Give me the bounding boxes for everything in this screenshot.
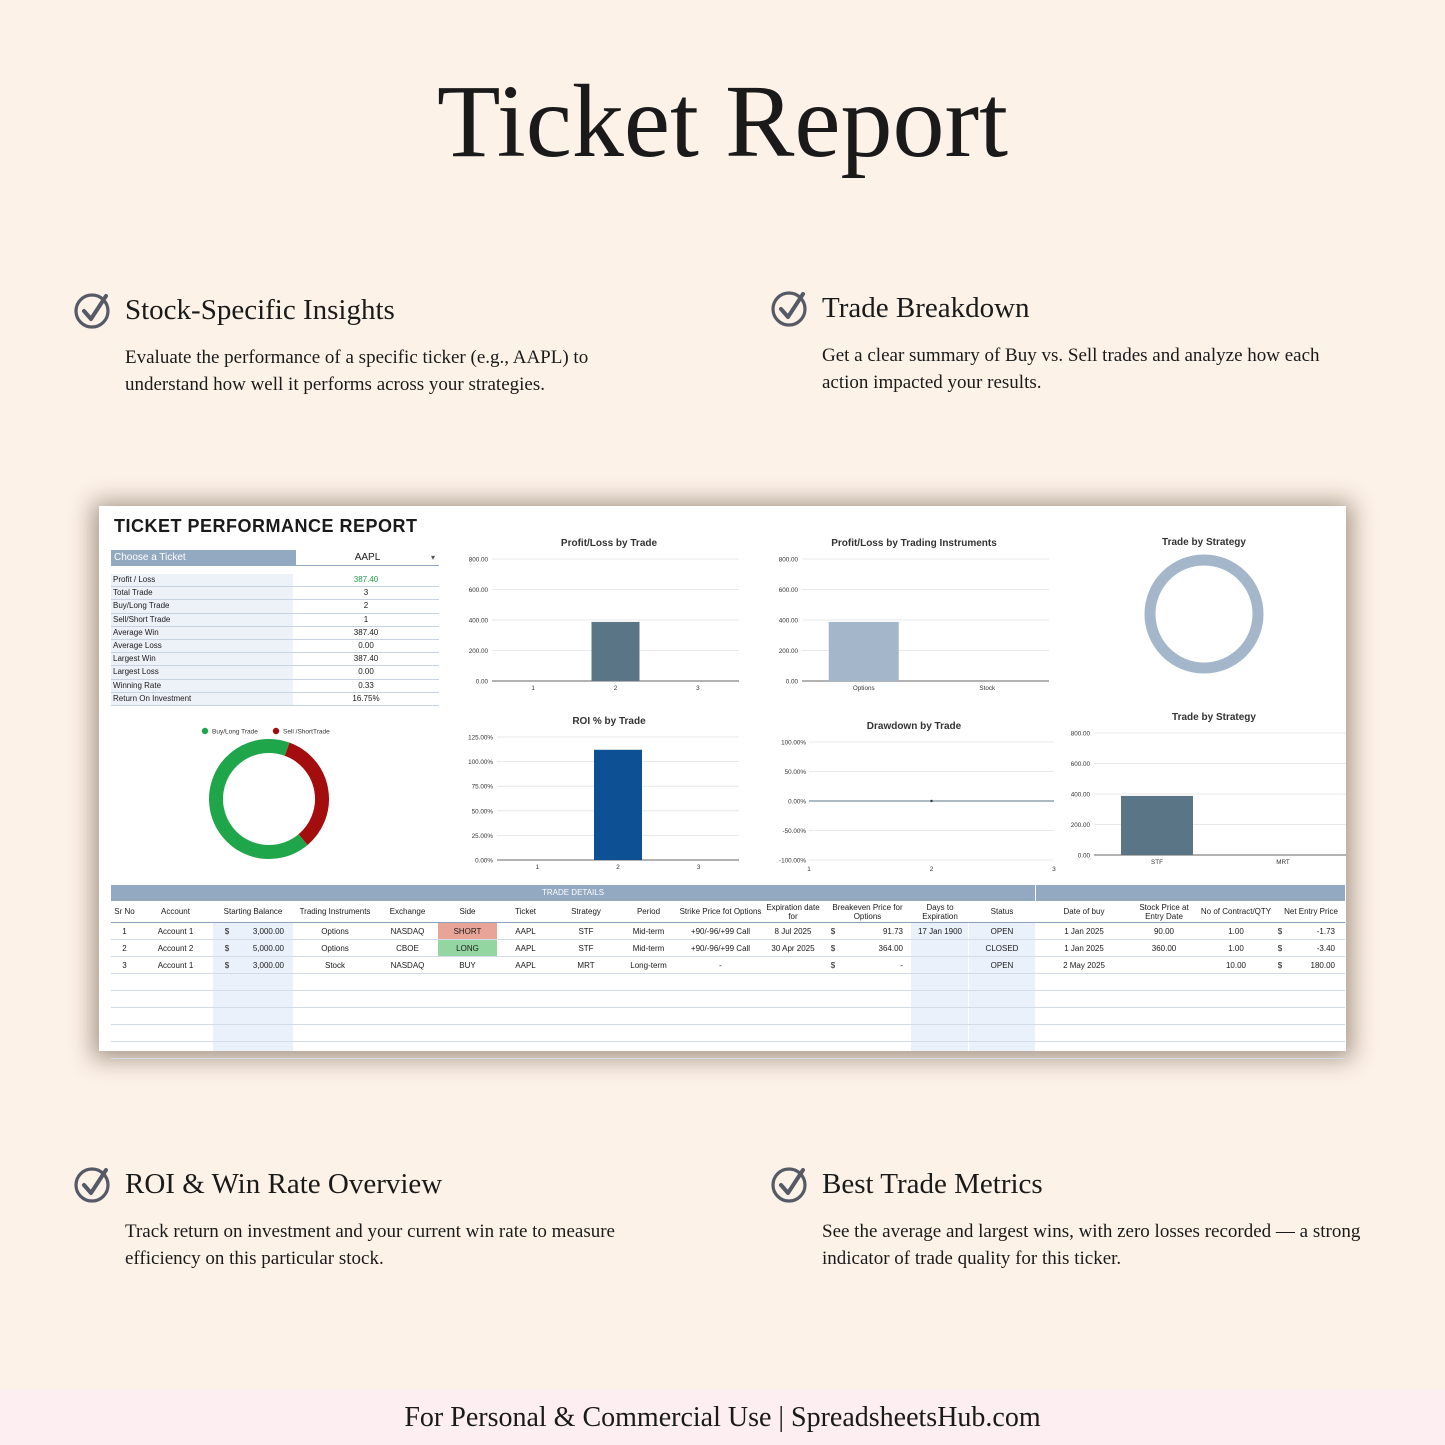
cell-cur: $ (224, 943, 230, 953)
metric-label: Sell/Short Trade (111, 614, 293, 626)
empty-table-row (111, 974, 1345, 991)
feature-title: Stock-Specific Insights (125, 293, 395, 326)
y-tick-label: 125.00% (468, 734, 493, 742)
y-tick-label: 0.00% (475, 857, 493, 865)
cell-days: 17 Jan 1900 (917, 926, 963, 936)
trade-by-strategy-bar-chart (1054, 725, 1349, 875)
legend-swatch (273, 728, 279, 734)
column-header: Trading Instruments (299, 907, 371, 916)
cell-account: Account 2 (157, 943, 194, 953)
feature-roi-win-rate (73, 1164, 673, 1272)
column-header: Starting Balance (223, 907, 283, 916)
cell-instrument: Stock (324, 960, 345, 970)
cell-net: 180.00 (1310, 960, 1335, 970)
feature-description: See the average and largest wins, with zero losses recorded — a strong indicator of trade quality for this ticker. (822, 1221, 1361, 1269)
cell-balance: 3,000.00 (252, 960, 284, 970)
empty-table-row (111, 1025, 1345, 1042)
cell-side: SHORT (438, 923, 497, 939)
column-header: Date of buy (1063, 907, 1105, 916)
donut-slice (1150, 560, 1258, 668)
cell-qty: 1.00 (1228, 926, 1244, 936)
x-tick-label: 3 (696, 685, 700, 692)
cell-balance: 3,000.00 (252, 926, 284, 936)
y-tick-label: 400.00 (468, 617, 488, 625)
footer: For Personal & Commercial Use | SpreadsheetsHub.com (0, 1390, 1445, 1445)
table-row (111, 957, 1345, 974)
y-tick-label: -100.00% (779, 857, 806, 865)
empty-table-row (111, 1042, 1345, 1059)
feature-title: Best Trade Metrics (822, 1167, 1043, 1200)
data-point (930, 800, 932, 802)
column-header: Sr No (114, 907, 135, 916)
cell-ticket: AAPL (515, 943, 536, 953)
cell-net-cur: $ (1277, 943, 1283, 953)
feature-description: Track return on investment and your current win rate to measure efficiency on this particular stock. (125, 1221, 615, 1269)
cell-net-cur: $ (1277, 960, 1283, 970)
metric-row (111, 587, 439, 600)
y-tick-label: 600.00 (1070, 761, 1090, 768)
metric-value: 0.00 (358, 667, 374, 677)
metric-value: 0.00 (358, 640, 374, 650)
cell-strike: +90/-96/+99 Call (690, 926, 751, 936)
report-title: TICKET PERFORMANCE REPORT (114, 516, 418, 536)
y-tick-label: 0.00% (788, 798, 806, 806)
cell-status: OPEN (990, 960, 1014, 970)
column-header: Side (459, 907, 476, 916)
profit-loss-by-instrument-chart (764, 551, 1064, 701)
cell-strategy: MRT (577, 960, 595, 970)
chart-title: Trade by Strategy (1172, 712, 1256, 723)
legend-label: Buy/Long Trade (212, 728, 258, 736)
column-header: Exchange (389, 907, 426, 916)
x-tick-label: 1 (531, 685, 535, 692)
cell-expiration: 30 Apr 2025 (771, 943, 815, 953)
cell-side: BUY (459, 960, 476, 970)
metric-value: 387.40 (353, 627, 379, 637)
feature-trade-breakdown (770, 288, 1370, 396)
cell-date-buy: 1 Jan 2025 (1064, 943, 1104, 953)
y-tick-label: 400.00 (1070, 791, 1090, 799)
cell-sr: 1 (122, 926, 127, 936)
metric-label: Winning Rate (111, 680, 293, 692)
column-header: Stock Price at Entry Date (1139, 902, 1189, 921)
y-tick-label: 75.00% (471, 783, 493, 791)
x-tick-label: Options (852, 685, 875, 692)
x-tick-label: 1 (807, 866, 811, 873)
x-tick-label: 3 (1052, 866, 1056, 873)
cell-period: Long-term (630, 960, 667, 970)
y-tick-label: 800.00 (778, 556, 798, 564)
x-tick-label: 3 (696, 864, 701, 871)
legend-label: Sell /ShortTrade (283, 728, 330, 736)
spreadsheet-screenshot (99, 506, 1346, 1051)
ticket-dropdown[interactable] (296, 550, 439, 566)
chart-title: ROI % by Trade (572, 716, 646, 727)
column-header: Breakeven Price for Options (832, 902, 903, 921)
metric-row (111, 666, 439, 679)
metric-row (111, 614, 439, 627)
cell-period: Mid-term (632, 943, 665, 953)
cell-expiration (762, 957, 824, 973)
metric-row (111, 574, 439, 587)
column-header: Status (990, 907, 1014, 916)
check-circle-icon (770, 1164, 810, 1204)
chart-title: Profit/Loss by Trading Instruments (831, 538, 997, 549)
cell-strike: - (719, 960, 722, 970)
check-circle-icon (770, 288, 810, 328)
table-header-row (111, 901, 1345, 923)
cell-account: Account 1 (157, 926, 194, 936)
y-tick-label: 50.00% (471, 808, 493, 816)
metric-value: 387.40 (353, 575, 379, 584)
y-tick-label: 0.00 (1077, 852, 1090, 860)
cell-account: Account 1 (157, 960, 194, 970)
cell-ticket: AAPL (515, 960, 536, 970)
ticket-selector[interactable] (111, 550, 439, 566)
x-tick-label: 1 (535, 864, 540, 871)
cell-status: OPEN (990, 926, 1014, 936)
chart-title: Profit/Loss by Trade (560, 538, 658, 549)
cell-be-cur: $ (830, 960, 836, 970)
column-header: Expiration date for (766, 902, 820, 921)
column-header: No of Contract/QTY (1200, 907, 1272, 916)
metric-label: Buy/Long Trade (111, 600, 293, 612)
metric-value: 0.33 (358, 680, 374, 690)
column-header: Strategy (571, 907, 601, 916)
cell-date-buy: 2 May 2025 (1063, 960, 1105, 970)
metric-label: Profit / Loss (111, 574, 293, 586)
donut-slice (216, 746, 303, 852)
feature-title: Trade Breakdown (822, 291, 1030, 324)
metric-row (111, 640, 439, 653)
cell-side: LONG (438, 940, 497, 956)
ticket-dropdown-value: AAPL (354, 552, 381, 563)
cell-days (911, 957, 969, 973)
y-tick-label: 200.00 (468, 648, 488, 655)
trade-by-strategy-donut-chart (1139, 551, 1269, 681)
cell-period: Mid-term (632, 926, 665, 936)
buy-sell-donut-chart (204, 736, 334, 866)
y-tick-label: 800.00 (1070, 730, 1090, 738)
column-header: Account (161, 907, 190, 916)
empty-table-row (111, 1008, 1345, 1025)
metric-label: Largest Loss (111, 666, 293, 678)
metric-row (111, 693, 439, 706)
cell-date-buy: 1 Jan 2025 (1064, 926, 1104, 936)
y-tick-label: 200.00 (778, 648, 798, 655)
y-tick-label: 25.00% (471, 832, 493, 840)
ticket-selector-label: Choose a Ticket (111, 550, 296, 566)
cell-exchange: NASDAQ (390, 960, 425, 970)
drawdown-by-trade-chart (764, 734, 1064, 879)
y-tick-label: 800.00 (468, 556, 488, 564)
trade-details-table (111, 901, 1345, 1059)
cell-instrument: Options (321, 943, 349, 953)
bar (829, 622, 899, 681)
trade-details-section (111, 885, 1345, 1051)
cell-sr: 2 (122, 943, 127, 953)
trade-details-header (111, 885, 1345, 901)
feature-description: Evaluate the performance of a specific ticker (e.g., AAPL) to understand how well it performs across your strategies. (125, 347, 589, 395)
x-tick-label: MRT (1276, 859, 1290, 866)
metric-value: 387.40 (353, 654, 379, 664)
cell-stock-price (1133, 957, 1195, 973)
column-header: Net Entry Price (1284, 907, 1338, 916)
y-tick-label: 0.00 (785, 678, 798, 686)
y-tick-label: 50.00% (784, 769, 806, 776)
cell-net: -1.73 (1316, 926, 1335, 936)
metric-value: 2 (363, 601, 369, 611)
cell-stock-price: 360.00 (1151, 943, 1177, 953)
metric-row (111, 627, 439, 640)
y-tick-label: 400.00 (778, 617, 798, 625)
metric-label: Return On Investment (111, 693, 293, 705)
metric-label: Largest Win (111, 653, 293, 665)
column-header: Period (636, 907, 661, 916)
cell-breakeven: - (900, 960, 903, 970)
y-tick-label: 200.00 (1070, 822, 1090, 829)
cell-exchange: NASDAQ (390, 926, 425, 936)
donut-slice (287, 749, 322, 839)
cell-status: CLOSED (985, 943, 1019, 953)
bar (1121, 796, 1193, 855)
feature-best-trade-metrics (770, 1164, 1370, 1272)
y-tick-label: 100.00% (781, 739, 806, 747)
metric-row (111, 653, 439, 666)
y-tick-label: 600.00 (468, 587, 488, 594)
x-tick-label: Stock (979, 685, 996, 692)
cell-be-cur: $ (830, 943, 836, 953)
column-header: Days to Expiration (922, 902, 958, 921)
metric-value: 16.75% (352, 693, 380, 703)
table-row (111, 940, 1345, 957)
feature-title: ROI & Win Rate Overview (125, 1167, 443, 1200)
cell-net: -3.40 (1316, 943, 1335, 953)
x-tick-label: 2 (613, 685, 618, 692)
cell-cur: $ (224, 960, 230, 970)
metric-label: Average Loss (111, 640, 293, 652)
metrics-table (111, 574, 439, 706)
cell-exchange: CBOE (396, 943, 419, 953)
metric-label: Average Win (111, 627, 293, 639)
metric-value: 1 (363, 614, 369, 624)
cell-balance: 5,000.00 (252, 943, 284, 953)
metric-value: 3 (363, 588, 369, 598)
table-row (111, 923, 1345, 940)
feature-stock-insights (73, 290, 673, 398)
cell-strategy: STF (578, 926, 594, 936)
cell-sr: 3 (122, 960, 127, 970)
x-tick-label: 2 (616, 864, 620, 871)
metric-row (111, 600, 439, 613)
page-title: Ticket Report (436, 64, 1009, 179)
x-tick-label: STF (1151, 859, 1163, 866)
x-tick-label: 2 (929, 866, 934, 873)
cell-strike: +90/-96/+99 Call (690, 943, 751, 953)
empty-table-row (111, 991, 1345, 1008)
chart-title: Trade by Strategy (1162, 537, 1246, 548)
column-header: Strike Price fot Options (679, 907, 762, 916)
chevron-down-icon[interactable]: ▾ (430, 553, 435, 562)
y-tick-label: 0.00 (475, 678, 488, 686)
cell-breakeven: 364.00 (878, 943, 903, 953)
cell-ticket: AAPL (515, 926, 536, 936)
cell-qty: 10.00 (1225, 960, 1247, 970)
check-circle-icon (73, 1164, 113, 1204)
cell-qty: 1.00 (1228, 943, 1244, 953)
metric-row (111, 680, 439, 693)
feature-description: Get a clear summary of Buy vs. Sell trades and analyze how each action impacted your results. (822, 345, 1320, 393)
trade-details-title: TRADE DETAILS (541, 888, 605, 897)
check-circle-icon (73, 290, 113, 330)
cell-expiration: 8 Jul 2025 (774, 926, 812, 936)
cell-be-cur: $ (830, 926, 836, 936)
metric-label: Total Trade (111, 587, 293, 599)
bar (592, 622, 640, 681)
cell-cur: $ (224, 926, 230, 936)
cell-instrument: Options (321, 926, 349, 936)
cell-strategy: STF (578, 943, 594, 953)
cell-net-cur: $ (1277, 926, 1283, 936)
y-tick-label: -50.00% (782, 828, 806, 835)
legend-swatch (202, 728, 208, 734)
roi-by-trade-chart (454, 729, 754, 879)
cell-stock-price: 90.00 (1153, 926, 1175, 936)
y-tick-label: 100.00% (468, 759, 493, 767)
profit-loss-by-trade-chart (454, 551, 754, 701)
cell-days (911, 940, 969, 956)
chart-title: Drawdown by Trade (866, 721, 962, 732)
bar (594, 750, 642, 860)
y-tick-label: 600.00 (778, 587, 798, 594)
column-header: Ticket (514, 907, 537, 916)
cell-breakeven: 91.73 (882, 926, 903, 936)
